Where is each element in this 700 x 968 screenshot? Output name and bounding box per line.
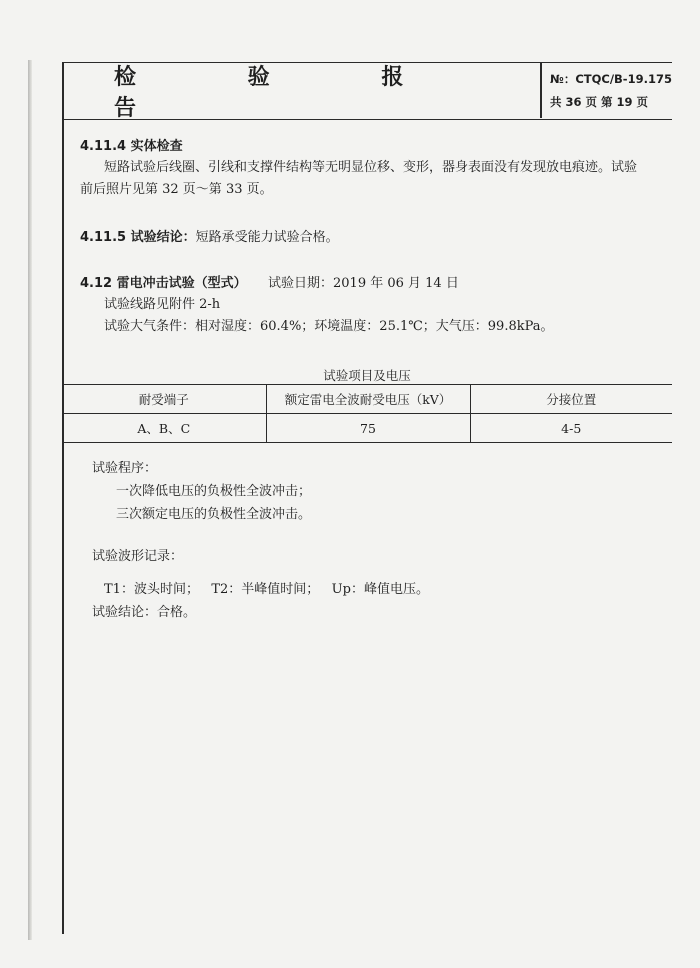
sec-4-11-5 bbox=[80, 227, 339, 248]
waveform-legend: T1：波头时间； T2：半峰值时间； Up：峰值电压。 bbox=[104, 582, 429, 597]
conclusion: 试验结论：合格。 bbox=[92, 605, 197, 620]
cell-terminal: A、B、C bbox=[62, 414, 266, 443]
sec-4-11-5-text: 短路承受能力试验合格。 bbox=[195, 230, 339, 245]
table-caption: 试验项目及电压 bbox=[323, 368, 411, 383]
table-row bbox=[62, 414, 672, 443]
procedure-title: 试验程序： bbox=[92, 461, 158, 476]
report-header bbox=[62, 62, 672, 120]
header-tap: 分接位置 bbox=[470, 385, 672, 414]
header-voltage: 额定雷电全波耐受电压（kV） bbox=[266, 385, 470, 414]
sec-4-12-heading: 4.12 雷电冲击试验（型式） bbox=[80, 276, 247, 291]
scan-page-edge bbox=[28, 60, 32, 940]
procedure-step-2: 三次额定电压的负极性全波冲击。 bbox=[116, 507, 312, 522]
left-border-line bbox=[62, 62, 64, 934]
cell-tap: 4-5 bbox=[470, 414, 672, 443]
sec-4-11-4-heading: 4.11.4 实体检查 bbox=[80, 139, 183, 154]
sec-4-11-5-heading: 4.11.5 试验结论： bbox=[80, 230, 196, 245]
waveform-title: 试验波形记录： bbox=[92, 549, 184, 564]
sec-4-11-4-line2: 前后照片见第 32 页～第 33 页。 bbox=[80, 182, 273, 197]
table-header-row bbox=[62, 385, 672, 414]
cell-voltage: 75 bbox=[266, 414, 470, 443]
procedure-step-1: 一次降低电压的负极性全波冲击； bbox=[116, 484, 312, 499]
test-voltage-table bbox=[62, 384, 672, 443]
atmosphere-conditions: 试验大气条件：相对湿度：60.4%；环境温度：25.1℃；大气压：99.8kPa。 bbox=[104, 319, 554, 334]
header-meta bbox=[550, 68, 672, 114]
page-count: 共 36 页 第 19 页 bbox=[550, 95, 649, 109]
sec-4-11-4-line1: 短路试验后线圈、引线和支撑件结构等无明显位移、变形，器身表面没有发现放电痕迹。试验 bbox=[104, 160, 638, 175]
header-terminal: 耐受端子 bbox=[62, 385, 266, 414]
report-number: №：CTQC/B-19.175 bbox=[550, 72, 672, 86]
test-date: 试验日期：2019 年 06 月 14 日 bbox=[268, 276, 459, 291]
test-circuit: 试验线路见附件 2-h bbox=[104, 297, 221, 312]
report-title: 检 验 报 告 bbox=[114, 63, 456, 121]
header-divider bbox=[540, 63, 542, 118]
